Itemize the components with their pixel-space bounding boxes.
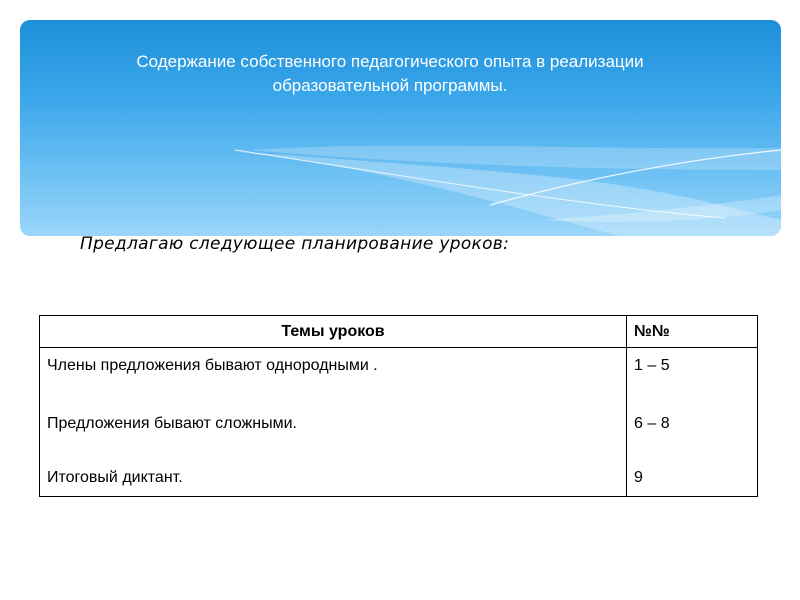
topic-item: Итоговый диктант. [47,469,183,486]
slide-subtitle: Предлагаю следующее планирование уроков: [80,234,510,254]
topic-item: Члены предложения бывают однородными . [47,357,378,374]
column-header-topics: Темы уроков [40,316,627,348]
header-banner [20,20,781,236]
lesson-number: 9 [634,469,643,486]
lesson-number: 1 – 5 [634,357,670,374]
topic-item: Предложения бывают сложными. [47,415,297,432]
topics-cell [40,348,627,497]
table-row [40,348,758,497]
lesson-plan-table [39,315,758,497]
numbers-cell [627,348,758,497]
slide-title: Содержание собственного педагогического опыта в реализации образовательной программы. [136,52,644,95]
lesson-number: 6 – 8 [634,415,670,432]
column-header-numbers: №№ [627,316,758,348]
table-header-row [40,316,758,348]
